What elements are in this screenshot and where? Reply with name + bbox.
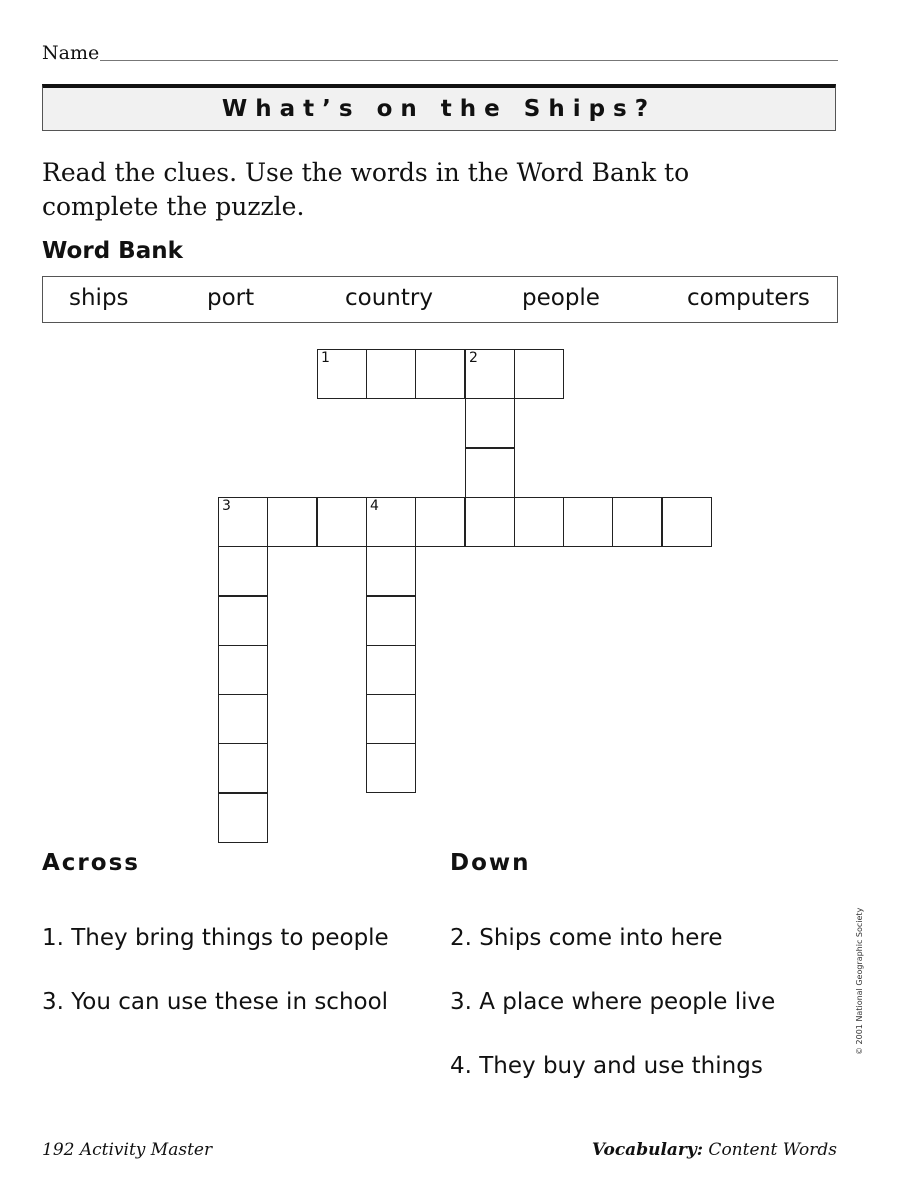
crossword-cell[interactable] [514, 349, 564, 399]
footer-section-text: Content Words [703, 1140, 837, 1160]
down-heading: Down [450, 850, 531, 876]
crossword-cell[interactable] [415, 497, 465, 547]
crossword-cell[interactable] [218, 694, 268, 744]
word-bank-word: computers [687, 285, 810, 311]
crossword-cell[interactable] [218, 596, 268, 646]
crossword-cell[interactable] [218, 645, 268, 695]
crossword-cell[interactable] [366, 349, 416, 399]
name-label: Name [42, 42, 100, 64]
crossword-cell[interactable] [662, 497, 712, 547]
footer-section-bold: Vocabulary: [591, 1140, 704, 1160]
crossword-cell[interactable] [415, 349, 465, 399]
crossword-cell[interactable] [366, 645, 416, 695]
word-bank-word: country [345, 285, 433, 311]
crossword-cell[interactable] [563, 497, 613, 547]
crossword-cell[interactable] [317, 349, 367, 399]
clue-number: 1 [321, 350, 330, 366]
crossword-cell[interactable] [366, 596, 416, 646]
down-clue-3: 3. A place where people live [450, 989, 776, 1015]
word-bank-word: ships [69, 285, 129, 311]
crossword-cell[interactable] [465, 349, 515, 399]
clue-number: 2 [469, 350, 478, 366]
crossword-cell[interactable] [218, 743, 268, 793]
crossword-cell[interactable] [465, 497, 515, 547]
crossword-cell[interactable] [366, 743, 416, 793]
instructions: Read the clues. Use the words in the Word Bank to complete the puzzle. [42, 158, 690, 221]
crossword-cell[interactable] [317, 497, 367, 547]
crossword-cell[interactable] [612, 497, 662, 547]
clue-number: 4 [370, 498, 379, 514]
clue-number: 3 [222, 498, 231, 514]
word-bank-word: people [522, 285, 600, 311]
crossword-cell[interactable] [218, 793, 268, 843]
footer-section-label [592, 1140, 837, 1160]
name-line[interactable] [100, 60, 838, 61]
crossword-cell[interactable] [514, 497, 564, 547]
title-banner [42, 84, 836, 131]
crossword-cell[interactable] [218, 497, 268, 547]
across-clue-3: 3. You can use these in school [42, 989, 389, 1015]
down-clue-2: 2. Ships come into here [450, 925, 723, 951]
crossword-cell[interactable] [267, 497, 317, 547]
word-bank [42, 276, 838, 323]
page-title: What’s on the Ships? [221, 96, 657, 122]
crossword-cell[interactable] [366, 497, 416, 547]
across-clue-1: 1. They bring things to people [42, 925, 389, 951]
crossword-cell[interactable] [465, 448, 515, 498]
name-row [42, 40, 838, 66]
word-bank-title: Word Bank [42, 238, 183, 264]
down-clue-4: 4. They buy and use things [450, 1053, 763, 1079]
crossword-cell[interactable] [218, 546, 268, 596]
crossword-cell[interactable] [465, 398, 515, 448]
copyright-notice: © 2001 National Geographic Society [855, 907, 864, 1055]
footer-page-label: 192 Activity Master [42, 1140, 213, 1160]
crossword-cell[interactable] [366, 546, 416, 596]
word-bank-word: port [207, 285, 255, 311]
crossword-cell[interactable] [366, 694, 416, 744]
across-heading: Across [42, 850, 140, 876]
